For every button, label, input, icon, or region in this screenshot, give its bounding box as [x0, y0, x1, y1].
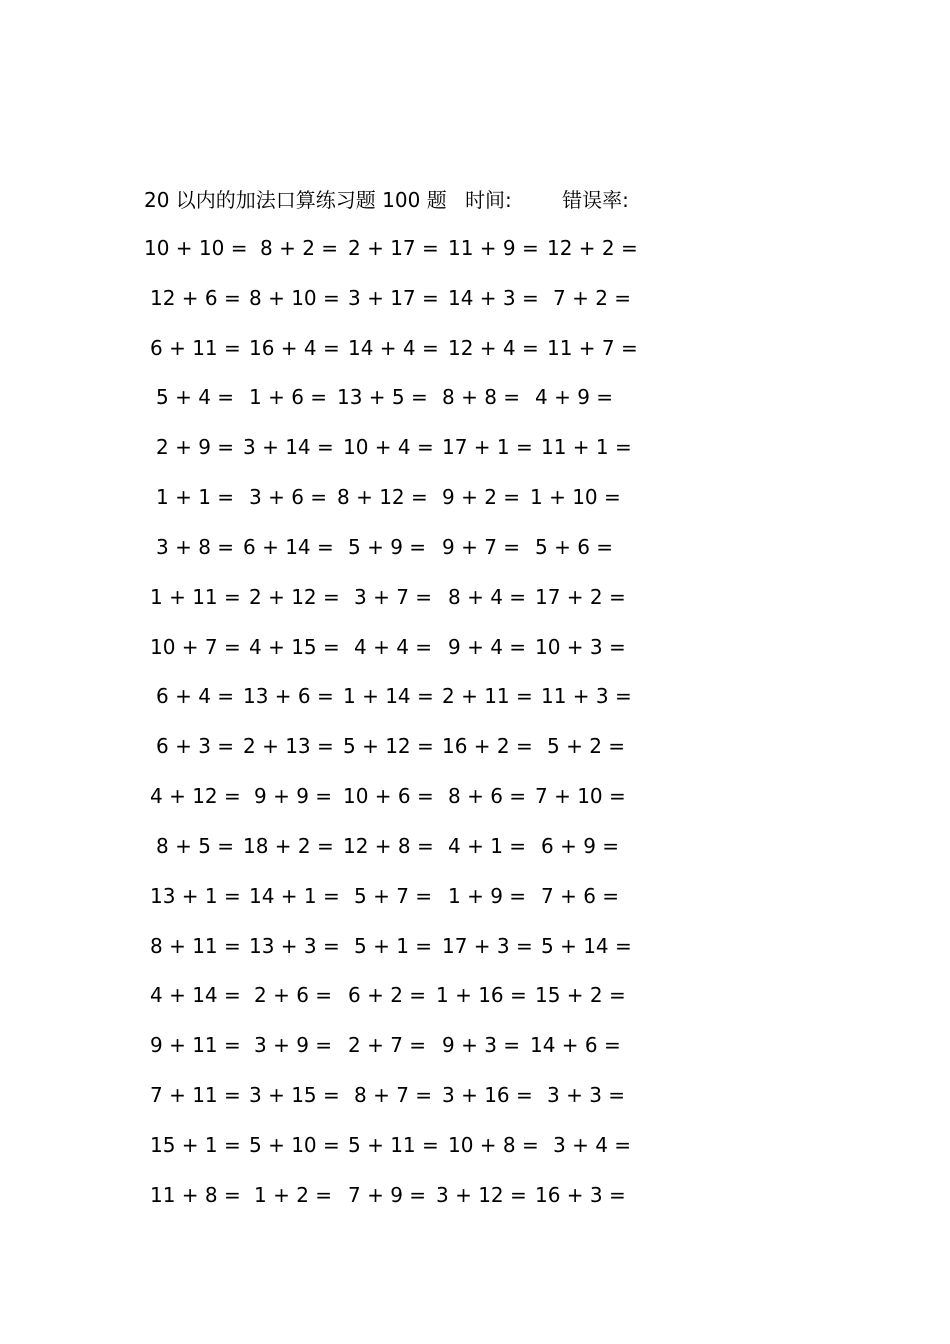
addition-problem: 11 + 8 =: [150, 1182, 241, 1207]
addition-problem: 7 + 2 =: [553, 285, 632, 310]
addition-problem: 18 + 2 =: [243, 833, 334, 858]
addition-problem: 4 + 12 =: [150, 784, 241, 809]
worksheet-header: [144, 186, 629, 214]
addition-problem: 5 + 14 =: [541, 933, 632, 958]
problem-row: [0, 782, 950, 832]
problem-row: [0, 882, 950, 932]
addition-problem: 1 + 6 =: [249, 385, 328, 410]
addition-problem: 9 + 2 =: [442, 485, 521, 510]
problem-grid: [0, 234, 950, 1231]
addition-problem: 8 + 4 =: [448, 584, 527, 609]
addition-problem: 1 + 11 =: [150, 584, 241, 609]
addition-problem: 14 + 3 =: [448, 285, 539, 310]
addition-problem: 2 + 7 =: [348, 1033, 427, 1058]
addition-problem: 11 + 1 =: [541, 435, 632, 460]
addition-problem: 10 + 4 =: [343, 435, 434, 460]
addition-problem: 8 + 11 =: [150, 933, 241, 958]
problem-row: [0, 1131, 950, 1181]
addition-problem: 4 + 1 =: [448, 833, 527, 858]
problem-row: [0, 981, 950, 1031]
addition-problem: 8 + 7 =: [354, 1083, 433, 1108]
addition-problem: 2 + 6 =: [254, 983, 333, 1008]
addition-problem: 1 + 1 =: [156, 485, 235, 510]
addition-problem: 3 + 15 =: [249, 1083, 340, 1108]
problem-row: [0, 433, 950, 483]
addition-problem: 10 + 6 =: [343, 784, 434, 809]
addition-problem: 14 + 1 =: [249, 883, 340, 908]
problem-row: [0, 483, 950, 533]
addition-problem: 5 + 1 =: [354, 933, 433, 958]
addition-problem: 5 + 2 =: [547, 734, 626, 759]
addition-problem: 10 + 10 =: [144, 236, 248, 260]
addition-problem: 3 + 8 =: [156, 534, 235, 559]
addition-problem: 12 + 8 =: [343, 833, 434, 858]
addition-problem: 5 + 10 =: [249, 1132, 340, 1157]
addition-problem: 2 + 12 =: [249, 584, 340, 609]
addition-problem: 7 + 11 =: [150, 1083, 241, 1108]
addition-problem: 6 + 2 =: [348, 983, 427, 1008]
addition-problem: 9 + 3 =: [442, 1033, 521, 1058]
addition-problem: 5 + 7 =: [354, 883, 433, 908]
addition-problem: 11 + 7 =: [547, 335, 638, 360]
problem-row: [0, 383, 950, 433]
addition-problem: 7 + 10 =: [535, 784, 626, 809]
addition-problem: 2 + 11 =: [442, 684, 533, 709]
problem-row: [0, 334, 950, 384]
addition-problem: 2 + 17 =: [348, 236, 439, 260]
addition-problem: 9 + 4 =: [448, 634, 527, 659]
addition-problem: 7 + 6 =: [541, 883, 620, 908]
addition-problem: 15 + 1 =: [150, 1132, 241, 1157]
addition-problem: 13 + 6 =: [243, 684, 334, 709]
addition-problem: 17 + 2 =: [535, 584, 626, 609]
problem-row: [0, 682, 950, 732]
addition-problem: 10 + 3 =: [535, 634, 626, 659]
addition-problem: 8 + 12 =: [337, 485, 428, 510]
addition-problem: 5 + 9 =: [348, 534, 427, 559]
addition-problem: 1 + 10 =: [530, 485, 621, 510]
addition-problem: 3 + 9 =: [254, 1033, 333, 1058]
addition-problem: 8 + 8 =: [442, 385, 521, 410]
addition-problem: 17 + 3 =: [442, 933, 533, 958]
addition-problem: 12 + 6 =: [150, 285, 241, 310]
problem-row: [0, 583, 950, 633]
addition-problem: 9 + 9 =: [254, 784, 333, 809]
addition-problem: 3 + 16 =: [442, 1083, 533, 1108]
worksheet-title: 20 以内的加法口算练习题 100 题: [144, 188, 447, 212]
addition-problem: 5 + 4 =: [156, 385, 235, 410]
addition-problem: 12 + 4 =: [448, 335, 539, 360]
problem-row: [0, 732, 950, 782]
addition-problem: 13 + 5 =: [337, 385, 428, 410]
addition-problem: 2 + 9 =: [156, 435, 235, 460]
addition-problem: 3 + 3 =: [547, 1083, 626, 1108]
addition-problem: 13 + 1 =: [150, 883, 241, 908]
addition-problem: 8 + 10 =: [249, 285, 340, 310]
addition-problem: 1 + 14 =: [343, 684, 434, 709]
error-rate-label: 错误率:: [562, 188, 629, 212]
addition-problem: 6 + 3 =: [156, 734, 235, 759]
addition-problem: 1 + 16 =: [436, 983, 527, 1008]
addition-problem: 6 + 14 =: [243, 534, 334, 559]
addition-problem: 11 + 3 =: [541, 684, 632, 709]
addition-problem: 1 + 2 =: [254, 1182, 333, 1207]
addition-problem: 3 + 17 =: [348, 285, 439, 310]
addition-problem: 8 + 6 =: [448, 784, 527, 809]
addition-problem: 5 + 6 =: [535, 534, 614, 559]
time-label: 时间:: [465, 188, 512, 212]
addition-problem: 13 + 3 =: [249, 933, 340, 958]
addition-problem: 16 + 3 =: [535, 1182, 626, 1207]
addition-problem: 17 + 1 =: [442, 435, 533, 460]
addition-problem: 4 + 4 =: [354, 634, 433, 659]
addition-problem: 10 + 7 =: [150, 634, 241, 659]
problem-row: [0, 284, 950, 334]
addition-problem: 8 + 2 =: [260, 236, 339, 260]
addition-problem: 3 + 6 =: [249, 485, 328, 510]
addition-problem: 3 + 7 =: [354, 584, 433, 609]
problem-row: [0, 1031, 950, 1081]
addition-problem: 4 + 9 =: [535, 385, 614, 410]
addition-problem: 9 + 11 =: [150, 1033, 241, 1058]
addition-problem: 3 + 14 =: [243, 435, 334, 460]
problem-row: [0, 832, 950, 882]
addition-problem: 16 + 2 =: [442, 734, 533, 759]
problem-row: [0, 1081, 950, 1131]
problem-row: [0, 1181, 950, 1231]
addition-problem: 5 + 11 =: [348, 1132, 439, 1157]
addition-problem: 2 + 13 =: [243, 734, 334, 759]
addition-problem: 4 + 15 =: [249, 634, 340, 659]
addition-problem: 8 + 5 =: [156, 833, 235, 858]
addition-problem: 14 + 6 =: [530, 1033, 621, 1058]
addition-problem: 14 + 4 =: [348, 335, 439, 360]
addition-problem: 6 + 11 =: [150, 335, 241, 360]
addition-problem: 6 + 4 =: [156, 684, 235, 709]
addition-problem: 4 + 14 =: [150, 983, 241, 1008]
addition-problem: 1 + 9 =: [448, 883, 527, 908]
problem-row: [0, 533, 950, 583]
problem-row: [0, 633, 950, 683]
addition-problem: 10 + 8 =: [448, 1132, 539, 1157]
addition-problem: 12 + 2 =: [547, 236, 638, 260]
addition-problem: 16 + 4 =: [249, 335, 340, 360]
addition-problem: 3 + 4 =: [553, 1132, 632, 1157]
addition-problem: 6 + 9 =: [541, 833, 620, 858]
addition-problem: 11 + 9 =: [448, 236, 539, 260]
addition-problem: 3 + 12 =: [436, 1182, 527, 1207]
addition-problem: 9 + 7 =: [442, 534, 521, 559]
addition-problem: 5 + 12 =: [343, 734, 434, 759]
addition-problem: 15 + 2 =: [535, 983, 626, 1008]
addition-problem: 7 + 9 =: [348, 1182, 427, 1207]
problem-row: [0, 234, 950, 284]
problem-row: [0, 932, 950, 982]
